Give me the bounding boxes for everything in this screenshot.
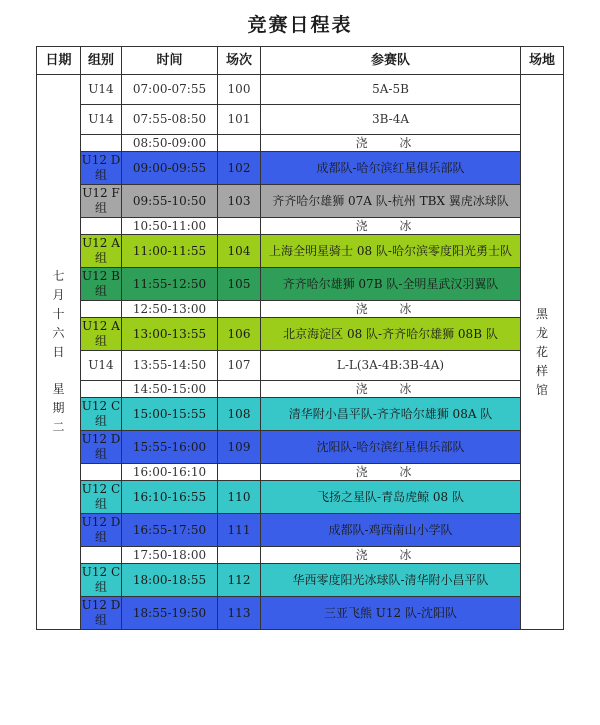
teams-cell: 浇 冰 bbox=[261, 301, 521, 318]
table-row bbox=[37, 351, 564, 381]
group-cell bbox=[81, 135, 122, 152]
group-cell: U12 D组 bbox=[81, 514, 122, 547]
time-cell: 11:55-12:50 bbox=[122, 268, 218, 301]
group-cell: U12 C组 bbox=[81, 564, 122, 597]
group-cell bbox=[81, 301, 122, 318]
match-cell: 102 bbox=[218, 152, 261, 185]
match-cell: 107 bbox=[218, 351, 261, 381]
header-group: 组别 bbox=[81, 47, 122, 75]
group-cell: U12 B组 bbox=[81, 268, 122, 301]
table-row bbox=[37, 597, 564, 630]
match-cell: 108 bbox=[218, 398, 261, 431]
match-cell: 105 bbox=[218, 268, 261, 301]
match-cell: 110 bbox=[218, 481, 261, 514]
time-cell: 08:50-09:00 bbox=[122, 135, 218, 152]
time-cell: 16:00-16:10 bbox=[122, 464, 218, 481]
time-cell: 13:55-14:50 bbox=[122, 351, 218, 381]
time-cell: 13:00-13:55 bbox=[122, 318, 218, 351]
teams-cell: 齐齐哈尔雄狮 07A 队-杭州 TBX 翼虎冰球队 bbox=[261, 185, 521, 218]
match-cell: 109 bbox=[218, 431, 261, 464]
ice-resurface-row bbox=[37, 464, 564, 481]
group-cell: U12 D组 bbox=[81, 597, 122, 630]
time-cell: 11:00-11:55 bbox=[122, 235, 218, 268]
group-cell: U12 A组 bbox=[81, 318, 122, 351]
teams-cell: 沈阳队-哈尔滨红星俱乐部队 bbox=[261, 431, 521, 464]
time-cell: 15:00-15:55 bbox=[122, 398, 218, 431]
match-cell: 111 bbox=[218, 514, 261, 547]
teams-cell: 成都队-鸡西南山小学队 bbox=[261, 514, 521, 547]
match-cell: 104 bbox=[218, 235, 261, 268]
group-cell bbox=[81, 218, 122, 235]
group-cell bbox=[81, 381, 122, 398]
venue-text: 黑龙花样馆 bbox=[535, 306, 548, 397]
table-row bbox=[37, 514, 564, 547]
group-cell: U14 bbox=[81, 105, 122, 135]
teams-cell: 清华附小昌平队-齐齐哈尔雄狮 08A 队 bbox=[261, 398, 521, 431]
table-row bbox=[37, 564, 564, 597]
match-cell: 101 bbox=[218, 105, 261, 135]
page-title: 竞赛日程表 bbox=[247, 14, 353, 36]
teams-cell: 3B-4A bbox=[261, 105, 521, 135]
match-cell bbox=[218, 464, 261, 481]
match-cell: 106 bbox=[218, 318, 261, 351]
teams-cell: 浇 冰 bbox=[261, 135, 521, 152]
teams-cell: 飞扬之星队-青岛虎鲸 08 队 bbox=[261, 481, 521, 514]
group-cell bbox=[81, 464, 122, 481]
ice-resurface-row bbox=[37, 301, 564, 318]
teams-cell: 齐齐哈尔雄狮 07B 队-全明星武汉羽翼队 bbox=[261, 268, 521, 301]
teams-cell: 浇 冰 bbox=[261, 218, 521, 235]
group-cell: U12 F组 bbox=[81, 185, 122, 218]
teams-cell: 北京海淀区 08 队-齐齐哈尔雄狮 08B 队 bbox=[261, 318, 521, 351]
group-cell bbox=[81, 547, 122, 564]
time-cell: 16:10-16:55 bbox=[122, 481, 218, 514]
header-match: 场次 bbox=[218, 47, 261, 75]
time-cell: 15:55-16:00 bbox=[122, 431, 218, 464]
time-cell: 07:00-07:55 bbox=[122, 75, 218, 105]
teams-cell: 成都队-哈尔滨红星俱乐部队 bbox=[261, 152, 521, 185]
group-cell: U12 D组 bbox=[81, 431, 122, 464]
group-cell: U12 A组 bbox=[81, 235, 122, 268]
time-cell: 10:50-11:00 bbox=[122, 218, 218, 235]
schedule-table bbox=[36, 46, 564, 630]
table-row bbox=[37, 105, 564, 135]
date-cell bbox=[37, 75, 81, 630]
header-time: 时间 bbox=[122, 47, 218, 75]
header-teams: 参赛队 bbox=[261, 47, 521, 75]
table-row bbox=[37, 431, 564, 464]
table-row bbox=[37, 268, 564, 301]
venue-cell bbox=[521, 75, 564, 630]
teams-cell: 上海全明星骑士 08 队-哈尔滨零度阳光勇士队 bbox=[261, 235, 521, 268]
group-cell: U12 D组 bbox=[81, 152, 122, 185]
teams-cell: 5A-5B bbox=[261, 75, 521, 105]
time-cell: 18:00-18:55 bbox=[122, 564, 218, 597]
table-row bbox=[37, 152, 564, 185]
teams-cell: L-L(3A-4B:3B-4A) bbox=[261, 351, 521, 381]
time-cell: 17:50-18:00 bbox=[122, 547, 218, 564]
table-row bbox=[37, 235, 564, 268]
time-cell: 09:00-09:55 bbox=[122, 152, 218, 185]
weekday-text: 星期二 bbox=[52, 382, 65, 434]
time-cell: 14:50-15:00 bbox=[122, 381, 218, 398]
teams-cell: 浇 冰 bbox=[261, 381, 521, 398]
table-row bbox=[37, 398, 564, 431]
table-row bbox=[37, 75, 564, 105]
match-cell bbox=[218, 547, 261, 564]
group-cell: U14 bbox=[81, 75, 122, 105]
match-cell bbox=[218, 218, 261, 235]
match-cell bbox=[218, 135, 261, 152]
match-cell bbox=[218, 301, 261, 318]
header-date: 日期 bbox=[37, 47, 81, 75]
header-row bbox=[37, 47, 564, 75]
date-text: 七月十六日 bbox=[52, 269, 65, 359]
ice-resurface-row bbox=[37, 547, 564, 564]
table-row bbox=[37, 318, 564, 351]
group-cell: U12 C组 bbox=[81, 481, 122, 514]
table-row bbox=[37, 185, 564, 218]
teams-cell: 三亚飞熊 U12 队-沈阳队 bbox=[261, 597, 521, 630]
match-cell: 113 bbox=[218, 597, 261, 630]
teams-cell: 浇 冰 bbox=[261, 464, 521, 481]
match-cell: 100 bbox=[218, 75, 261, 105]
teams-cell: 华西零度阳光冰球队-清华附小昌平队 bbox=[261, 564, 521, 597]
teams-cell: 浇 冰 bbox=[261, 547, 521, 564]
ice-resurface-row bbox=[37, 381, 564, 398]
header-venue: 场地 bbox=[521, 47, 564, 75]
time-cell: 12:50-13:00 bbox=[122, 301, 218, 318]
time-cell: 07:55-08:50 bbox=[122, 105, 218, 135]
match-cell bbox=[218, 381, 261, 398]
time-cell: 18:55-19:50 bbox=[122, 597, 218, 630]
time-cell: 16:55-17:50 bbox=[122, 514, 218, 547]
time-cell: 09:55-10:50 bbox=[122, 185, 218, 218]
group-cell: U12 C组 bbox=[81, 398, 122, 431]
match-cell: 103 bbox=[218, 185, 261, 218]
group-cell: U14 bbox=[81, 351, 122, 381]
ice-resurface-row bbox=[37, 218, 564, 235]
table-row bbox=[37, 481, 564, 514]
ice-resurface-row bbox=[37, 135, 564, 152]
match-cell: 112 bbox=[218, 564, 261, 597]
